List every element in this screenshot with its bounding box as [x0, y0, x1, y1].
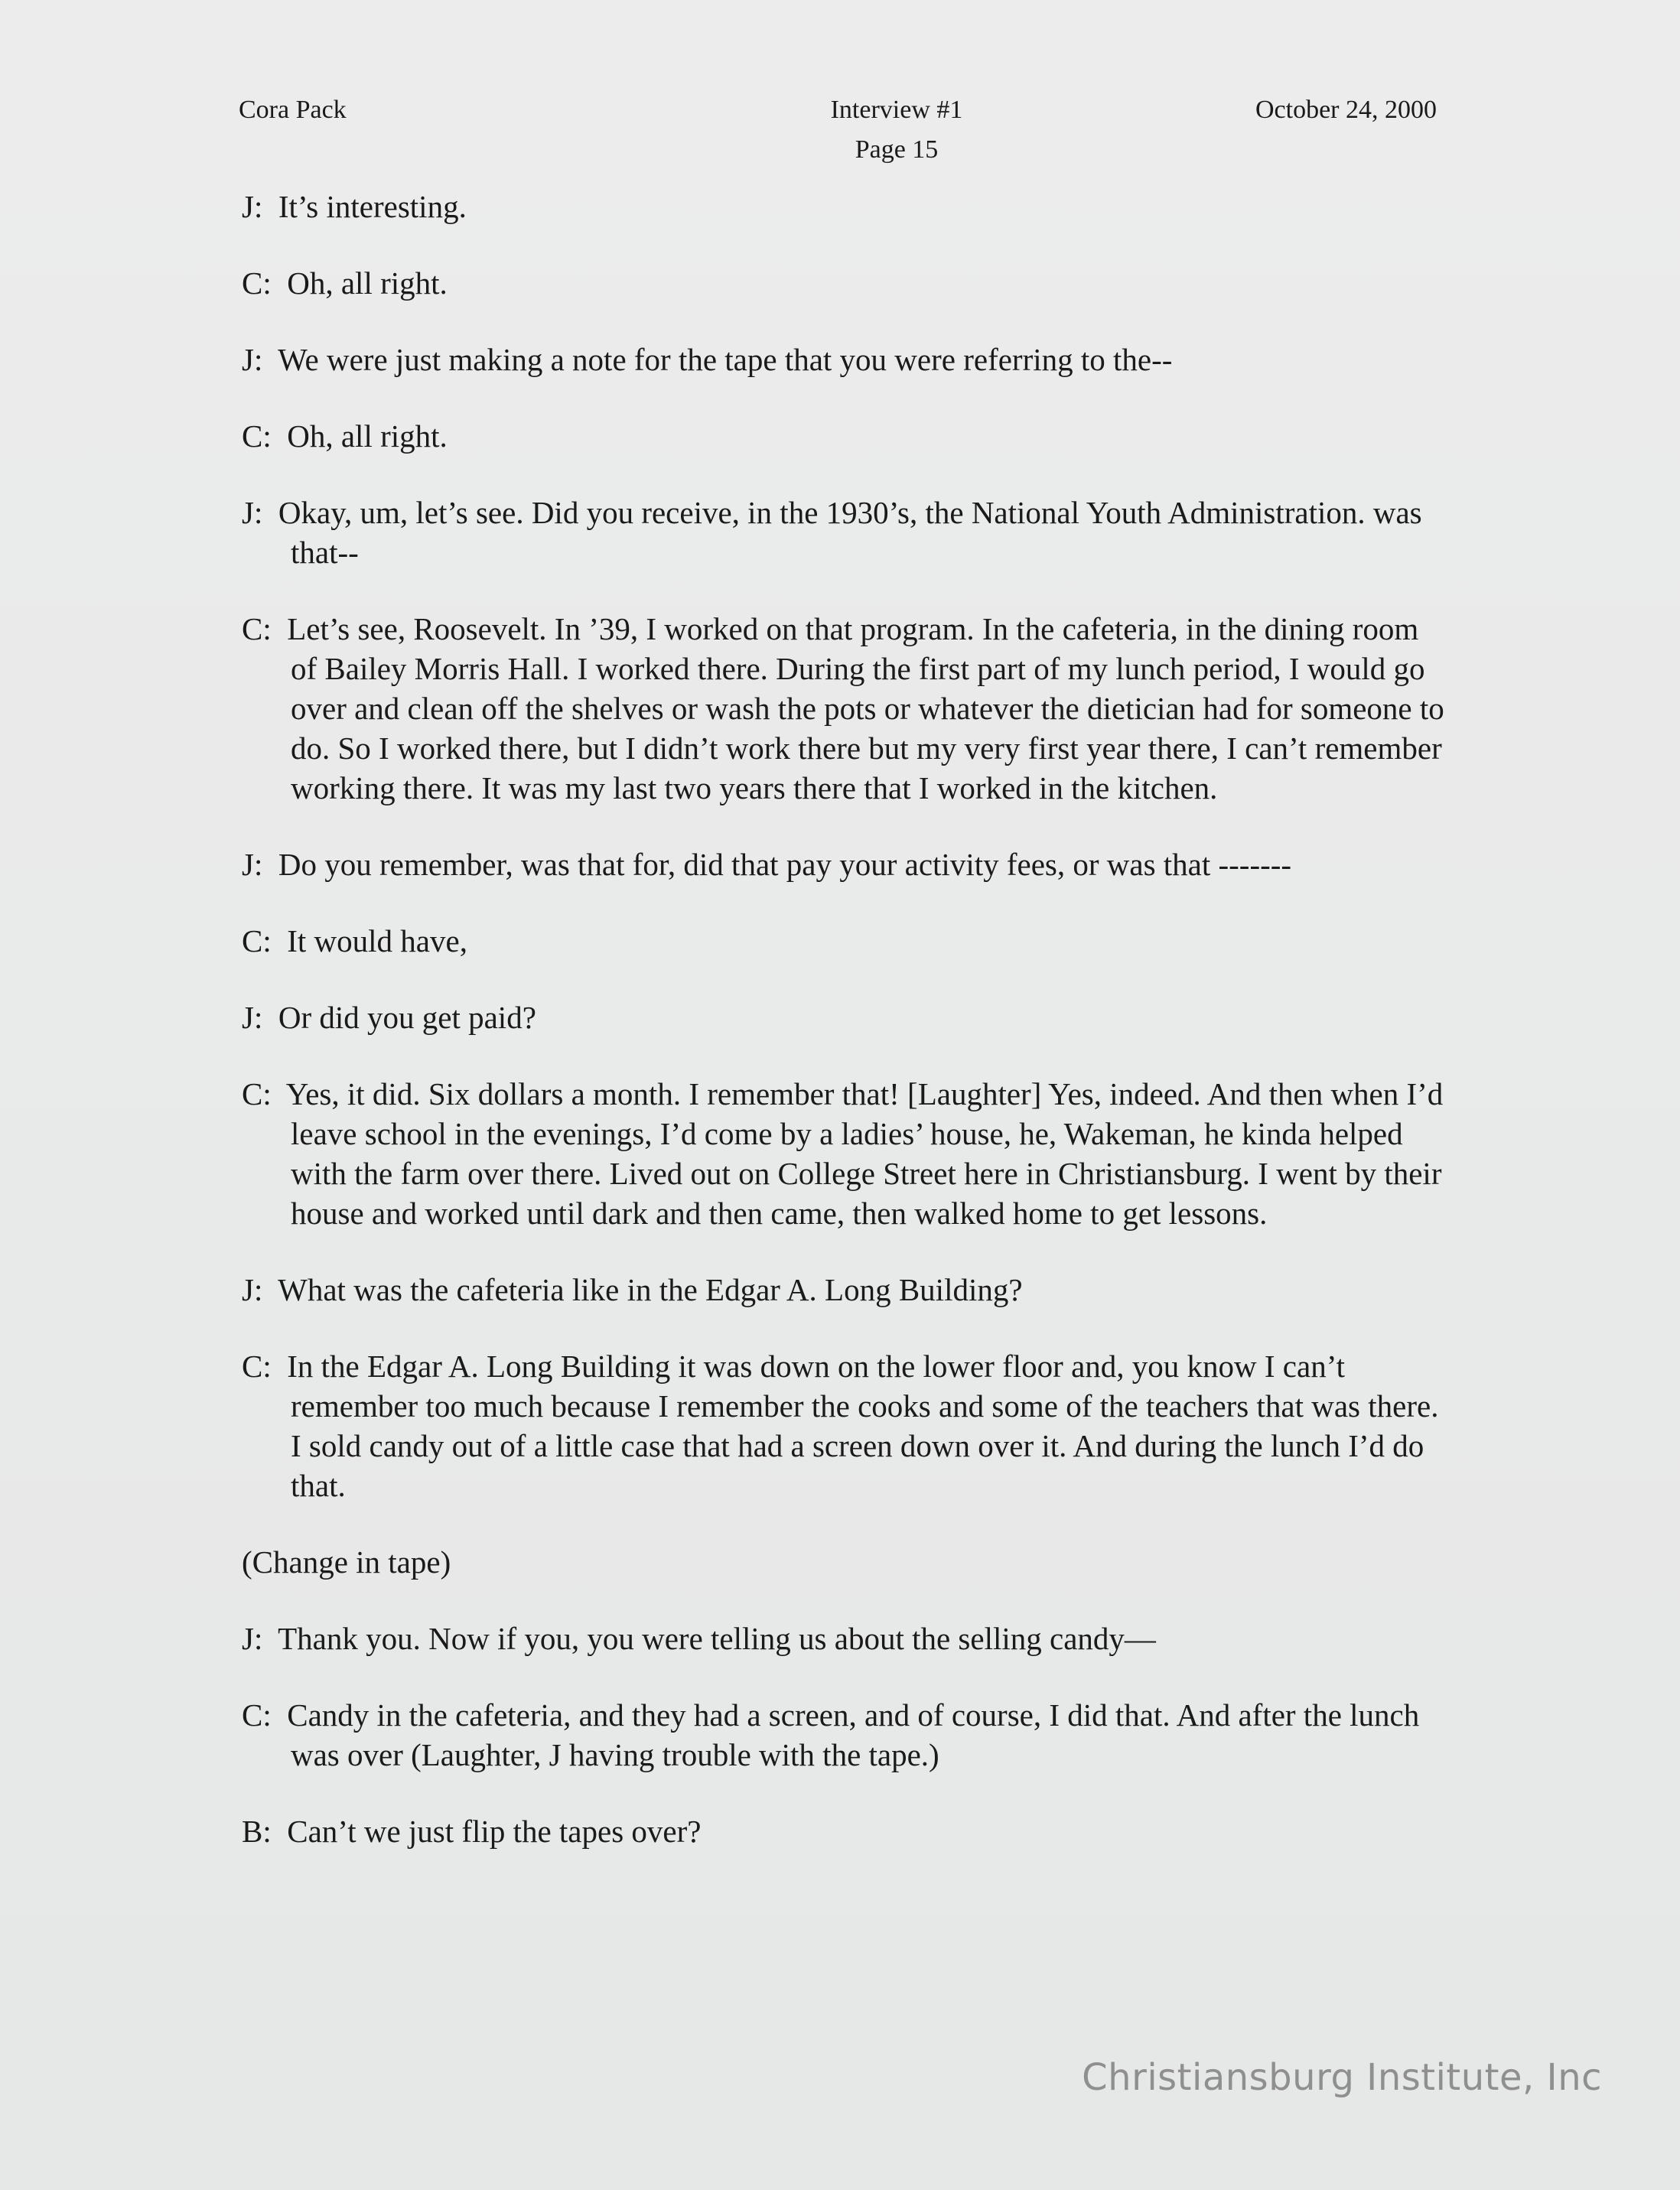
entry-text: In the Edgar A. Long Building it was down on the lower floor and, you know I can’t remember too much because I remember the cooks and some of the teachers that was there. I sold candy out of a little case that had a screen down over it. And during the lunch I’d do that. [287, 1349, 1439, 1503]
transcript-entry [242, 1346, 1450, 1505]
speaker-label: J: [242, 189, 263, 224]
header-interview-number: Interview #1 [830, 96, 963, 124]
transcript-entry [242, 1270, 1450, 1310]
speaker-label: J: [242, 495, 263, 530]
transcript-entry [242, 844, 1450, 884]
entry-text: Can’t we just flip the tapes over? [287, 1814, 702, 1849]
entry-text: Let’s see, Roosevelt. In ’39, I worked on that program. In the cafeteria, in the dining room of Bailey Morris Hall. I worked there. During the first part of my lunch period, I would go over and clean off the shelves or wash the pots or whatever the dietician had for someone to do. So I worked there, but I didn’t work there but my very first year there, I can’t remember working there. It was my last two years there that I worked in the kitchen. [287, 611, 1444, 805]
transcript-entry [242, 493, 1450, 572]
transcript-entry [242, 1074, 1450, 1233]
entry-text: Candy in the cafeteria, and they had a screen, and of course, I did that. And after the lunch was over (Laughter, J having trouble with the tape.) [287, 1697, 1420, 1772]
entry-text: Oh, all right. [287, 418, 448, 454]
entry-text: Thank you. Now if you, you were telling us about the selling candy— [278, 1621, 1156, 1656]
tape-change-note: (Change in tape) [242, 1544, 451, 1580]
transcript-entry [242, 609, 1450, 808]
speaker-label: J: [242, 342, 263, 377]
speaker-label: J: [242, 1621, 263, 1656]
entry-text: Do you remember, was that for, did that pay your activity fees, or was that ------- [278, 847, 1292, 882]
entry-text: We were just making a note for the tape that you were referring to the-- [278, 342, 1173, 377]
entry-text: It’s interesting. [278, 189, 467, 224]
entry-text: Yes, it did. Six dollars a month. I remember that! [Laughter] Yes, indeed. And then when I’d leave school in the evenings, I’d come by a ladies’ house, he, Wakeman, he kinda helped with the farm over there. Lived out on College Street here in Christiansburg. I went by their house and worked until dark and then came, then walked home to get lessons. [285, 1076, 1444, 1231]
header-page-number: Page 15 [855, 135, 939, 164]
entry-text: Okay, um, let’s see. Did you receive, in the 1930’s, the National Youth Administration. was that-- [278, 495, 1422, 570]
speaker-label: J: [242, 1000, 263, 1035]
transcript-entry [242, 263, 1450, 303]
page-header [239, 90, 1437, 167]
speaker-label: C: [242, 1349, 272, 1384]
entry-text: Oh, all right. [287, 265, 448, 301]
speaker-label: C: [242, 611, 272, 646]
transcript-entry [242, 921, 1450, 961]
entry-text: What was the cafeteria like in the Edgar A. Long Building? [278, 1272, 1023, 1307]
transcript-entry [242, 416, 1450, 456]
organization-watermark: Christiansburg Institute, Inc [1082, 2056, 1602, 2099]
entry-text: Or did you get paid? [278, 1000, 536, 1035]
speaker-label: C: [242, 1697, 272, 1733]
header-date: October 24, 2000 [1255, 96, 1437, 124]
entry-text: It would have, [287, 923, 467, 958]
transcript-entry [242, 1619, 1450, 1658]
speaker-label: C: [242, 1076, 272, 1111]
speaker-label: B: [242, 1814, 272, 1849]
speaker-label: C: [242, 923, 272, 958]
header-interviewee: Cora Pack [239, 96, 347, 124]
header-center [767, 90, 1027, 170]
transcript-body [242, 187, 1450, 1888]
speaker-label: C: [242, 418, 272, 454]
speaker-label: J: [242, 1272, 263, 1307]
speaker-label: J: [242, 847, 263, 882]
transcript-entry [242, 997, 1450, 1037]
transcript-entry [242, 187, 1450, 226]
transcript-entry [242, 1695, 1450, 1775]
speaker-label: C: [242, 265, 272, 301]
transcript-entry [242, 340, 1450, 379]
transcript-entry [242, 1811, 1450, 1851]
